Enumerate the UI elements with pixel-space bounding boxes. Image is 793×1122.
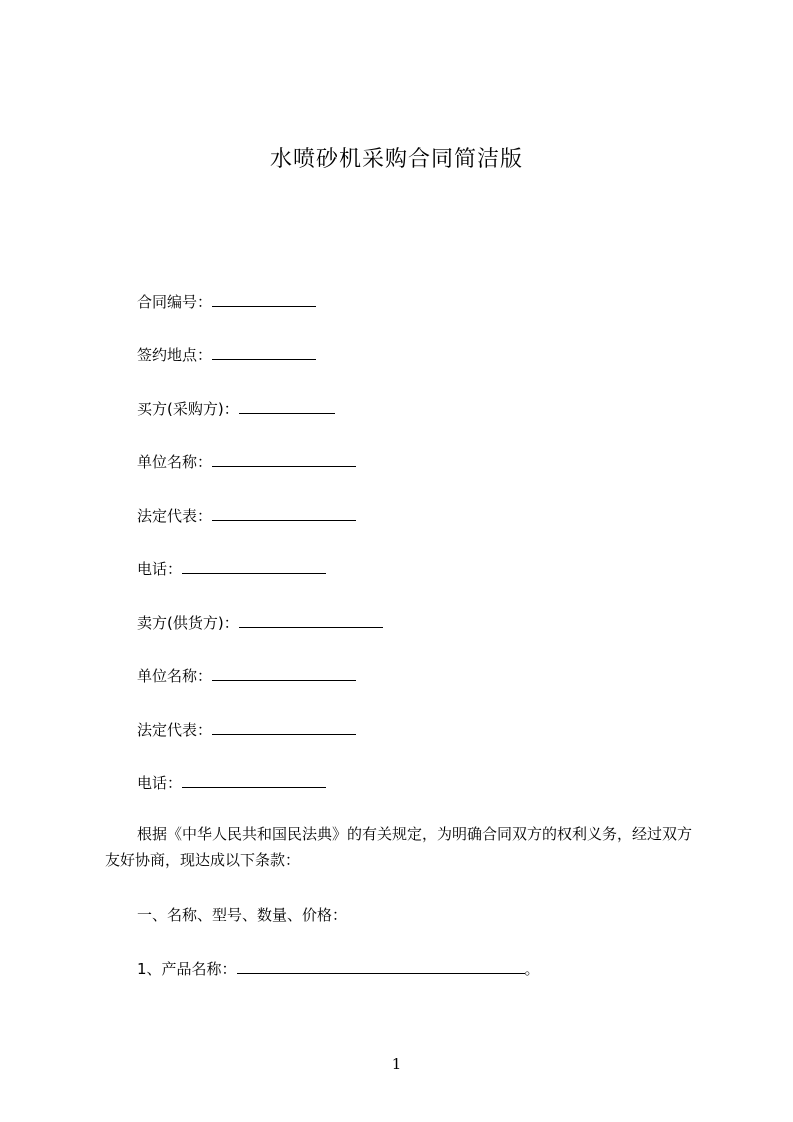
- intro-text: 根据《中华人民共和国民法典》的有关规定，为明确合同双方的权利义务，经过双方友好协商，现达成以下条款：: [105, 825, 693, 869]
- field-label: 法定代表：: [137, 721, 213, 739]
- blank-line[interactable]: [212, 666, 356, 681]
- seller-field: [137, 613, 383, 633]
- seller-unit-name-field: [137, 666, 356, 686]
- field-label: 签约地点：: [137, 346, 213, 364]
- field-label: 1、产品名称：: [137, 960, 237, 978]
- blank-line[interactable]: [239, 399, 335, 414]
- field-suffix: 。: [524, 960, 540, 978]
- field-label: 卖方(供货方)：: [137, 614, 239, 632]
- blank-line[interactable]: [212, 506, 356, 521]
- buyer-unit-name-field: [137, 452, 356, 472]
- blank-line[interactable]: [212, 720, 356, 735]
- blank-line[interactable]: [237, 959, 525, 974]
- blank-line[interactable]: [182, 773, 326, 788]
- blank-line[interactable]: [212, 292, 316, 307]
- page-number: 1: [391, 1055, 402, 1073]
- document-title: 水喷砂机采购合同简洁版: [269, 147, 523, 172]
- field-label: 单位名称：: [137, 453, 213, 471]
- blank-line[interactable]: [212, 345, 316, 360]
- field-label: 买方(采购方)：: [137, 400, 239, 418]
- field-label: 法定代表：: [137, 507, 213, 525]
- contract-number-field: [137, 292, 316, 312]
- blank-line[interactable]: [182, 559, 326, 574]
- field-label: 合同编号：: [137, 293, 213, 311]
- field-label: 电话：: [137, 774, 183, 792]
- section-heading-1: 一、名称、型号、数量、价格：: [137, 906, 348, 924]
- signing-place-field: [137, 345, 316, 365]
- buyer-phone-field: [137, 559, 326, 579]
- buyer-field: [137, 399, 335, 419]
- field-label: 单位名称：: [137, 667, 213, 685]
- intro-paragraph: [105, 821, 705, 873]
- blank-line[interactable]: [239, 613, 383, 628]
- field-label: 电话：: [137, 560, 183, 578]
- seller-legal-rep-field: [137, 720, 356, 740]
- seller-phone-field: [137, 773, 326, 793]
- product-name-field: [137, 959, 540, 979]
- blank-line[interactable]: [212, 452, 356, 467]
- buyer-legal-rep-field: [137, 506, 356, 526]
